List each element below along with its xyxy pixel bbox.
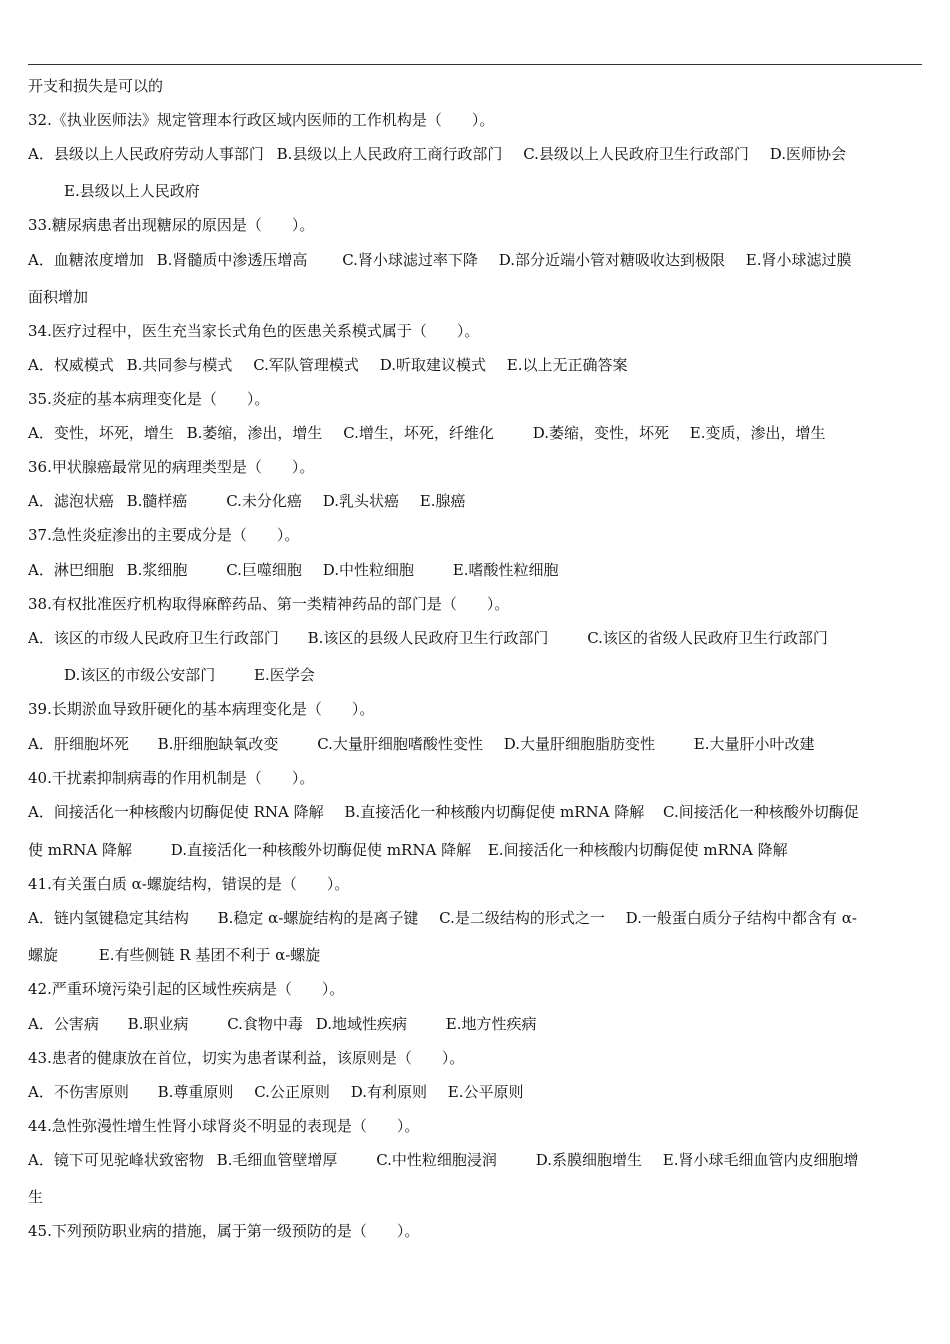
question-39: 39.长期淤血导致肝硬化的基本病理变化是（ ）。 [28,700,375,718]
option-44-b: B.毛细血管壁增厚 [216,1151,338,1169]
option-43-a: A．不伤害原则 [28,1083,129,1101]
option-33-b: B.肾髓质中渗透压增高 [156,251,308,269]
option-35-e: E.变质，渗出，增生 [689,424,826,442]
option-44-c: C.中性粒细胞浸润 [376,1151,497,1169]
option-39-e: E.大量肝小叶改建 [693,735,815,753]
options-40 [28,802,859,822]
option-33-e-continued: 面积增加 [28,288,89,306]
question-37: 37.急性炎症渗出的主要成分是（ ）。 [28,526,300,544]
header-rule [28,64,922,65]
options-33 [28,250,851,270]
option-41-a: A．链内氢键稳定其结构 [28,909,189,927]
option-44-d: D.系膜细胞增生 [535,1151,642,1169]
question-34: 34.医疗过程中，医生充当家长式角色的医患关系模式属于（ ）。 [28,322,480,340]
option-39-b: B.肝细胞缺氧改变 [157,735,279,753]
option-42-a: A．公害病 [28,1015,99,1033]
option-37-b: B.浆细胞 [126,561,188,579]
options-35 [28,423,825,443]
option-35-a: A．变性，坏死，增生 [28,424,174,442]
option-34-b: B.共同参与模式 [126,356,233,374]
option-38-d: D.该区的市级公安部门 [64,666,216,684]
option-40-d: D.直接活化一种核酸外切酶促使 mRNA 降解 [170,841,472,859]
option-35-c: C.增生，坏死，纤维化 [343,424,494,442]
option-43-d: D.有利原则 [350,1083,427,1101]
options-38-continued [64,665,315,685]
options-37 [28,560,558,580]
option-40-e: E.间接活化一种核酸内切酶促使 mRNA 降解 [487,841,788,859]
option-41-d: D.一般蛋白质分子结构中都含有 α- [625,909,857,927]
option-39-c: C.大量肝细胞嗜酸性变性 [317,735,483,753]
option-43-c: C.公正原则 [254,1083,330,1101]
option-32-a: A．县级以上人民政府劳动人事部门 [28,145,264,163]
option-38-b: B.该区的县级人民政府卫生行政部门 [307,629,549,647]
option-40-c-continued: 使 mRNA 降解 [28,841,133,859]
options-32 [28,144,846,164]
option-32-d: D.医师协会 [769,145,846,163]
options-41-continued [28,945,320,965]
option-41-b: B.稳定 α-螺旋结构的是离子键 [217,909,419,927]
option-33-a: A．血糖浓度增加 [28,251,144,269]
options-44 [28,1150,858,1170]
question-43: 43.患者的健康放在首位，切实为患者谋利益，该原则是（ ）。 [28,1049,465,1067]
option-33-d: D.部分近端小管对糖吸收达到极限 [498,251,725,269]
option-37-c: C.巨噬细胞 [226,561,302,579]
option-36-c: C.未分化癌 [226,492,302,510]
option-38-e: E.医学会 [254,666,315,684]
option-33-e: E.肾小球滤过膜 [745,251,852,269]
options-39 [28,734,814,754]
option-36-b: B.髓样癌 [126,492,188,510]
option-32-e: E.县级以上人民政府 [64,182,200,200]
option-39-d: D.大量肝细胞脂肪变性 [503,735,655,753]
option-40-b: B.直接活化一种核酸内切酶促使 mRNA 降解 [344,803,645,821]
options-42 [28,1014,536,1034]
question-33: 33.糖尿病患者出现糖尿的原因是（ ）。 [28,216,315,234]
option-42-b: B.职业病 [127,1015,189,1033]
option-34-d: D.听取建议模式 [379,356,486,374]
option-33-c: C.肾小球滤过率下降 [342,251,478,269]
option-40-a: A．间接活化一种核酸内切酶促使 RNA 降解 [28,803,324,821]
option-41-c: C.是二级结构的形式之一 [439,909,605,927]
option-32-c: C.县级以上人民政府卫生行政部门 [523,145,749,163]
question-41: 41.有关蛋白质 α-螺旋结构，错误的是（ ）。 [28,875,350,893]
option-32-b: B.县级以上人民政府工商行政部门 [276,145,503,163]
carry-over-text: 开支和损失是可以的 [28,77,164,95]
option-35-d: D.萎缩，变性，坏死 [532,424,669,442]
question-36: 36.甲状腺癌最常见的病理类型是（ ）。 [28,458,315,476]
option-37-a: A．淋巴细胞 [28,561,114,579]
options-36 [28,491,465,511]
options-38 [28,628,828,648]
option-36-e: E.腺癌 [419,492,466,510]
option-35-b: B.萎缩，渗出，增生 [186,424,323,442]
option-39-a: A．肝细胞坏死 [28,735,129,753]
option-36-a: A．滤泡状癌 [28,492,114,510]
option-43-b: B.尊重原则 [157,1083,234,1101]
options-40-continued [28,840,788,860]
option-36-d: D.乳头状癌 [322,492,399,510]
option-42-e: E.地方性疾病 [445,1015,537,1033]
option-41-e: E.有些侧链 R 基团不利于 α-螺旋 [98,946,321,964]
option-40-c: C.间接活化一种核酸外切酶促 [663,803,859,821]
option-38-c: C.该区的省级人民政府卫生行政部门 [587,629,828,647]
option-37-e: E.嗜酸性粒细胞 [452,561,559,579]
option-43-e: E.公平原则 [447,1083,524,1101]
option-37-d: D.中性粒细胞 [322,561,414,579]
option-44-a: A．镜下可见驼峰状致密物 [28,1151,204,1169]
option-42-d: D.地域性疾病 [315,1015,407,1033]
question-32: 32.《执业医师法》规定管理本行政区域内医师的工作机构是（ ）。 [28,111,495,129]
question-45: 45.下列预防职业病的措施，属于第一级预防的是（ ）。 [28,1222,420,1240]
option-44-e-continued: 生 [28,1188,44,1206]
option-34-a: A．权威模式 [28,356,114,374]
options-34 [28,355,627,375]
question-38: 38.有权批准医疗机构取得麻醉药品、第一类精神药品的部门是（ ）。 [28,595,510,613]
option-42-c: C.食物中毒 [227,1015,303,1033]
option-34-c: C.军队管理模式 [253,356,359,374]
option-44-e: E.肾小球毛细血管内皮细胞增 [662,1151,859,1169]
question-42: 42.严重环境污染引起的区域性疾病是（ ）。 [28,980,345,998]
options-43 [28,1082,523,1102]
option-34-e: E.以上无正确答案 [506,356,628,374]
question-35: 35.炎症的基本病理变化是（ ）。 [28,390,270,408]
option-38-a: A．该区的市级人民政府卫生行政部门 [28,629,279,647]
question-40: 40.干扰素抑制病毒的作用机制是（ ）。 [28,769,315,787]
option-41-d-continued: 螺旋 [28,946,59,964]
options-41 [28,908,857,928]
question-44: 44.急性弥漫性增生性肾小球肾炎不明显的表现是（ ）。 [28,1117,420,1135]
